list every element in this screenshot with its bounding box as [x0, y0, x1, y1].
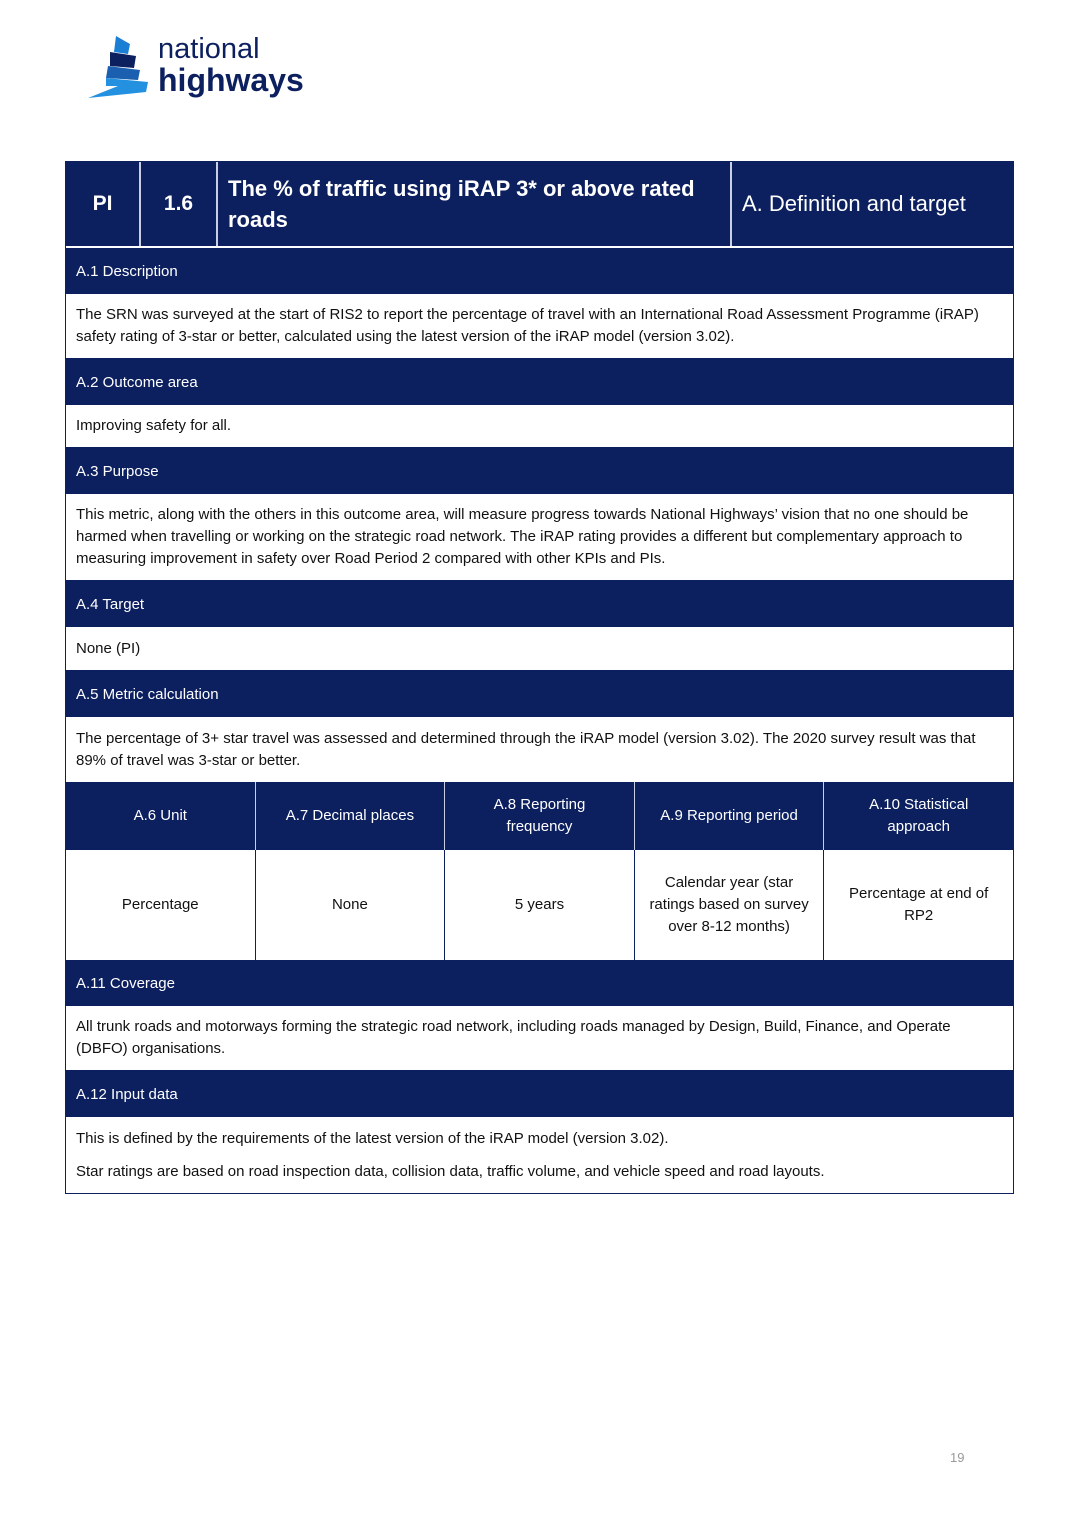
attributes-value-row — [66, 850, 1013, 960]
section-body — [66, 1117, 1013, 1193]
grid-header: A.10 Statistical approach — [869, 796, 969, 835]
indicator-number: 1.6 — [141, 162, 218, 246]
highways-logo-icon — [88, 34, 158, 100]
pi-definition-table — [65, 161, 1014, 1194]
section-body — [66, 294, 1013, 359]
metric-text: The percentage of 3+ star travel was assessed and determined through the iRAP model (version 3.02). The 2020 survey result was that 89% of travel was 3-star or better. — [76, 729, 976, 769]
grid-header: A.6 Unit — [66, 782, 256, 850]
section-heading: A.3 Purpose — [66, 448, 1013, 494]
grid-value: Percentage at end of RP2 — [849, 885, 989, 924]
grid-value: Percentage — [66, 850, 256, 960]
section-body — [66, 627, 1013, 671]
national-highways-logo — [88, 34, 318, 104]
section-body — [66, 1006, 1013, 1071]
grid-header: A.8 Reporting frequency — [445, 782, 635, 850]
section-body — [66, 494, 1013, 581]
section-heading: A.5 Metric calculation — [66, 671, 1013, 717]
section-body — [66, 405, 1013, 448]
grid-header: A.7 Decimal places — [256, 782, 446, 850]
logo-line1: national — [158, 33, 260, 65]
outcome-text: Improving safety for all. — [76, 417, 232, 434]
coverage-text: All trunk roads and motorways forming the strategic road network, including roads managed by Design, Build, Finance, and Operate (DBFO) organisations. — [76, 1018, 951, 1057]
section-heading: A.2 Outcome area — [66, 359, 1013, 405]
grid-header: A.9 Reporting period — [635, 782, 825, 850]
description-text: The SRN was surveyed at the start of RIS2 to report the percentage of travel with an International Road Assessment Programme (iRAP) safety rating of 3-star or better, calculated using the latest version of the iRAP model (version 3.02). — [76, 306, 979, 345]
table-title-row — [66, 162, 1013, 248]
purpose-text: This metric, along with the others in this outcome area, will measure progress towards National Highways’ vision that no one should be harmed when travelling or working on the strategic road network. The iRAP rating provides a different but complementary approach to measuring improvement in safety over Road Period 2 compared with other KPIs and PIs. — [76, 506, 969, 567]
page-number: 19 — [950, 1450, 965, 1465]
target-text: None (PI) — [76, 639, 141, 657]
indicator-type: PI — [66, 162, 141, 246]
indicator-title: The % of traffic using iRAP 3* or above rated roads — [218, 162, 732, 246]
logo-line2: highways — [158, 62, 304, 98]
section-heading: A.11 Coverage — [66, 960, 1013, 1006]
grid-value: Calendar year (star ratings based on survey over 8-12 months) — [635, 850, 825, 960]
input-data-text: This is defined by the requirements of the latest version of the iRAP model (version 3.02). — [76, 1129, 669, 1147]
logo-wordmark — [158, 34, 304, 96]
section-heading: A.12 Input data — [66, 1071, 1013, 1117]
attributes-header-row — [66, 782, 1013, 850]
section-title: A. Definition and target — [742, 191, 966, 216]
grid-value: None — [256, 850, 446, 960]
section-body — [66, 717, 1013, 782]
input-data-text: Star ratings are based on road inspection data, collision data, traffic volume, and vehicle speed and road layouts. — [76, 1162, 825, 1180]
section-heading: A.1 Description — [66, 248, 1013, 294]
grid-value: 5 years — [445, 850, 635, 960]
section-heading: A.4 Target — [66, 581, 1013, 627]
